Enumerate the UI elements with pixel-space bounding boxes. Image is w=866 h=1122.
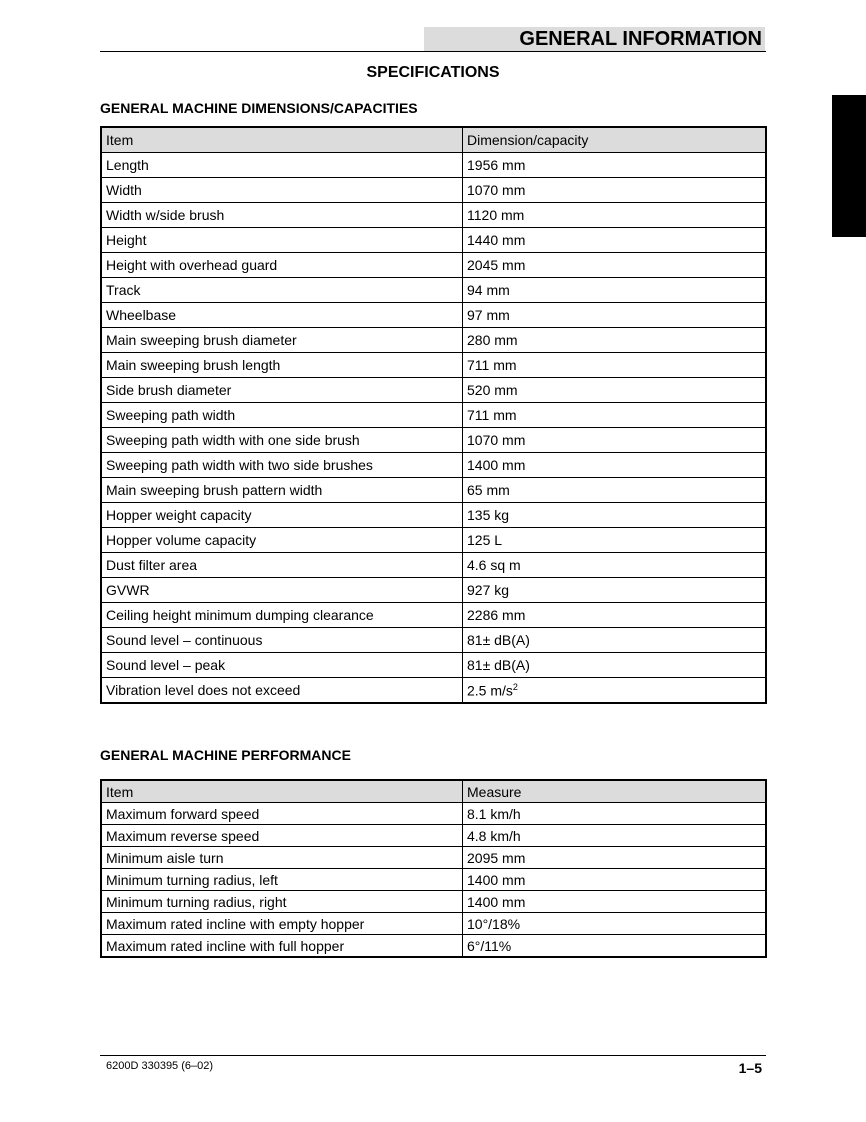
row-value-superscript: 2	[512, 681, 518, 692]
row-value-text: 65 mm	[467, 482, 510, 498]
row-item-label: Maximum rated incline with full hopper	[101, 935, 463, 958]
row-item-label: Vibration level does not exceed	[101, 678, 463, 704]
table-row	[101, 253, 766, 278]
row-value-text: 6°/11%	[467, 937, 512, 954]
row-value-text: 125 L	[467, 532, 503, 548]
row-value-text: 4.8 km/h	[467, 827, 521, 844]
row-item-label: Maximum reverse speed	[101, 825, 463, 847]
table-row	[101, 825, 766, 847]
row-value	[463, 935, 767, 958]
row-item-label: Width	[101, 178, 463, 203]
table-row	[101, 153, 766, 178]
row-item-label: Minimum turning radius, left	[101, 869, 463, 891]
row-item-label: Side brush diameter	[101, 378, 463, 403]
row-value	[463, 153, 767, 178]
row-value	[463, 891, 767, 913]
performance-heading: GENERAL MACHINE PERFORMANCE	[100, 747, 351, 763]
table-row	[101, 553, 766, 578]
row-value-text: 520 mm	[467, 382, 518, 398]
row-item-label: Dust filter area	[101, 553, 463, 578]
row-item-label: Height	[101, 228, 463, 253]
row-value	[463, 478, 767, 503]
row-item-label: Maximum rated incline with empty hopper	[101, 913, 463, 935]
row-item-label: Width w/side brush	[101, 203, 463, 228]
page-title: SPECIFICATIONS	[366, 64, 500, 81]
table-row	[101, 503, 766, 528]
row-value	[463, 453, 767, 478]
row-value-text: 1070 mm	[467, 182, 526, 198]
row-item-label: Hopper weight capacity	[101, 503, 463, 528]
row-value	[463, 653, 767, 678]
table-row	[101, 935, 766, 958]
row-item-label: Main sweeping brush diameter	[101, 328, 463, 353]
row-item-label: Sound level – continuous	[101, 628, 463, 653]
row-value	[463, 278, 767, 303]
header-title: GENERAL INFORMATION	[519, 28, 762, 50]
section-tab-marker	[832, 95, 866, 237]
row-value-text: 2095 mm	[467, 849, 526, 866]
row-value	[463, 847, 767, 869]
column-header-item: Item	[101, 780, 463, 803]
row-value-text: 927 kg	[467, 582, 510, 598]
row-value	[463, 553, 767, 578]
row-item-label: Sweeping path width with two side brushes	[101, 453, 463, 478]
row-value-text: 1070 mm	[467, 432, 526, 448]
row-value	[463, 378, 767, 403]
table-row	[101, 428, 766, 453]
row-value-text: 711 mm	[467, 357, 517, 373]
row-value-text: 1956 mm	[467, 157, 526, 173]
row-value	[463, 353, 767, 378]
row-value-text: 711 mm	[467, 407, 517, 423]
column-header-value: Measure	[463, 780, 767, 803]
row-item-label: Main sweeping brush pattern width	[101, 478, 463, 503]
table-row	[101, 378, 766, 403]
row-item-label: Height with overhead guard	[101, 253, 463, 278]
row-value-text: 1400 mm	[467, 871, 526, 888]
row-value-text: 2286 mm	[467, 607, 526, 623]
column-header-item: Item	[101, 127, 463, 153]
table-row	[101, 478, 766, 503]
table-row	[101, 178, 766, 203]
row-item-label: Sound level – peak	[101, 653, 463, 678]
row-value-text: 4.6 sq m	[467, 557, 521, 573]
row-item-label: Hopper volume capacity	[101, 528, 463, 553]
row-value	[463, 428, 767, 453]
row-value-text: 1120 mm	[467, 207, 525, 223]
row-value-text: 1400 mm	[467, 457, 526, 473]
table-row	[101, 453, 766, 478]
table-header-row	[101, 127, 766, 153]
row-item-label: Minimum aisle turn	[101, 847, 463, 869]
row-value-text: 10°/18%	[467, 915, 521, 932]
dimensions-table	[100, 126, 767, 704]
row-value	[463, 603, 767, 628]
row-value	[463, 869, 767, 891]
row-value	[463, 328, 767, 353]
dimensions-heading: GENERAL MACHINE DIMENSIONS/CAPACITIES	[100, 100, 418, 116]
row-value	[463, 228, 767, 253]
row-value-text: 81± dB(A)	[467, 657, 530, 673]
row-item-label: Wheelbase	[101, 303, 463, 328]
column-header-value: Dimension/capacity	[463, 127, 767, 153]
page-number: 1–5	[738, 1060, 762, 1076]
table-row	[101, 603, 766, 628]
table-row	[101, 913, 766, 935]
row-value-text: 1440 mm	[467, 232, 526, 248]
row-value	[463, 303, 767, 328]
row-value-text: 135 kg	[467, 507, 510, 523]
row-value-text: 8.1 km/h	[467, 805, 521, 822]
table-row	[101, 303, 766, 328]
header-rule	[100, 51, 766, 52]
table-row	[101, 228, 766, 253]
table-row	[101, 353, 766, 378]
table-row	[101, 803, 766, 825]
table-row	[101, 869, 766, 891]
row-item-label: Ceiling height minimum dumping clearance	[101, 603, 463, 628]
table-row	[101, 653, 766, 678]
table-header-row	[101, 780, 766, 803]
row-item-label: Sweeping path width	[101, 403, 463, 428]
row-value-text: 97 mm	[467, 307, 510, 323]
table-row	[101, 628, 766, 653]
row-value	[463, 913, 767, 935]
row-item-label: Minimum turning radius, right	[101, 891, 463, 913]
row-item-label: Length	[101, 153, 463, 178]
row-value	[463, 503, 767, 528]
row-item-label: Sweeping path width with one side brush	[101, 428, 463, 453]
row-value	[463, 253, 767, 278]
table-row	[101, 278, 766, 303]
table-row	[101, 203, 766, 228]
row-item-label: Track	[101, 278, 463, 303]
row-value-text: 280 mm	[467, 332, 518, 348]
row-value-text: 2045 mm	[467, 257, 526, 273]
table-row	[101, 678, 766, 704]
row-value	[463, 678, 767, 704]
row-value	[463, 803, 767, 825]
document-reference: 6200D 330395 (6–02)	[106, 1060, 214, 1072]
performance-table	[100, 779, 767, 958]
row-value	[463, 403, 767, 428]
row-value	[463, 178, 767, 203]
row-value	[463, 628, 767, 653]
table-row	[101, 891, 766, 913]
row-value-text: 2.5 m/s	[467, 682, 513, 699]
row-value	[463, 203, 767, 228]
row-value-text: 81± dB(A)	[467, 632, 530, 648]
footer-rule	[100, 1055, 766, 1056]
table-row	[101, 528, 766, 553]
row-item-label: GVWR	[101, 578, 463, 603]
row-value	[463, 528, 767, 553]
table-row	[101, 328, 766, 353]
row-value-text: 1400 mm	[467, 893, 526, 910]
table-row	[101, 403, 766, 428]
row-item-label: Main sweeping brush length	[101, 353, 463, 378]
row-value	[463, 825, 767, 847]
row-value-text: 94 mm	[467, 282, 510, 298]
row-value	[463, 578, 767, 603]
table-row	[101, 847, 766, 869]
table-row	[101, 578, 766, 603]
row-item-label: Maximum forward speed	[101, 803, 463, 825]
